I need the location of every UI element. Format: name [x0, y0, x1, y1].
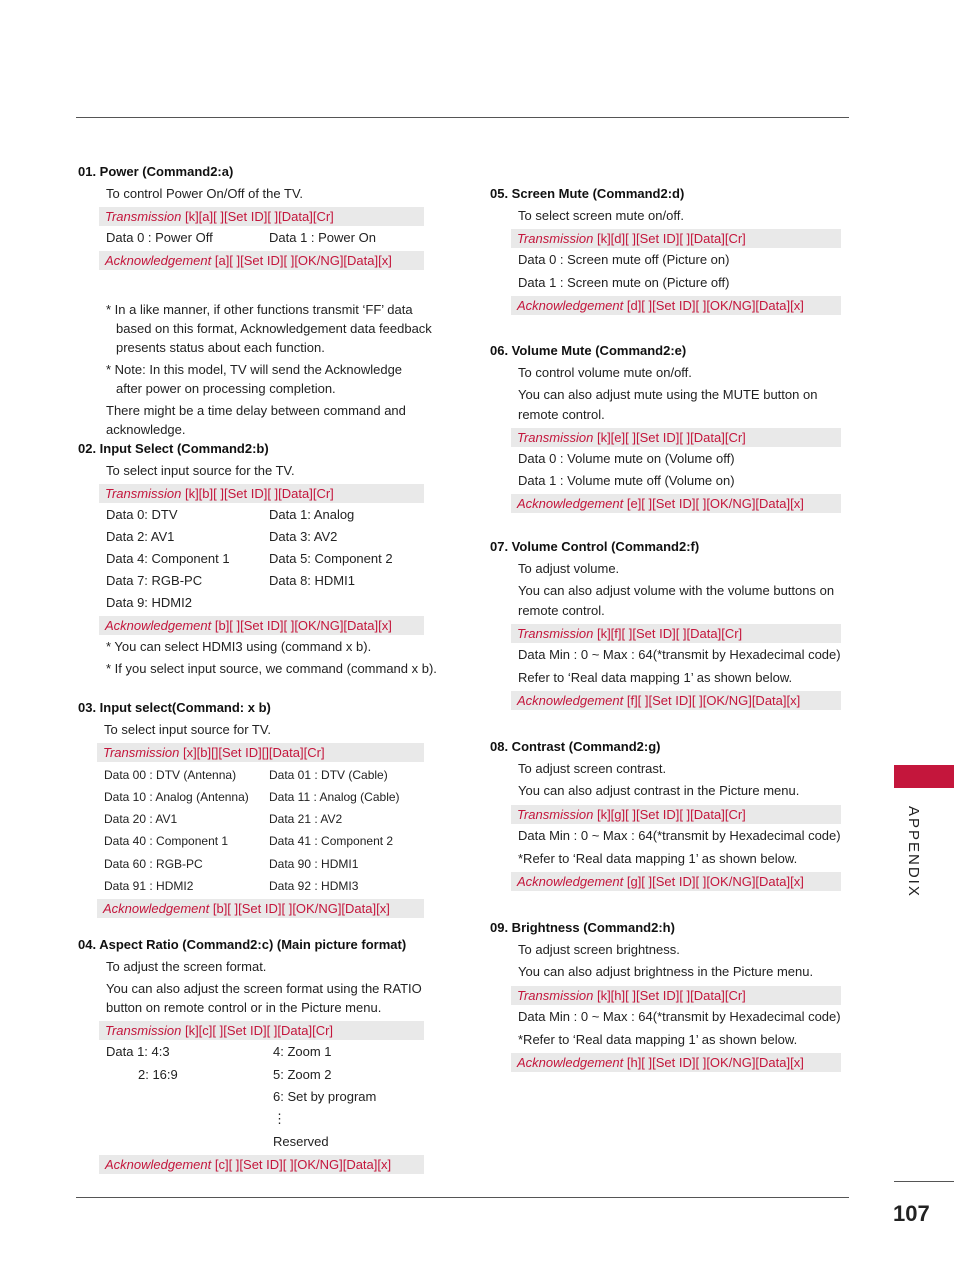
- section-heading: 04. Aspect Ratio (Command2:c) (Main picture format): [78, 937, 407, 952]
- section-heading: 01. Power (Command2:a): [78, 164, 234, 179]
- format-fields: [e][ ][Set ID][ ][OK/NG][Data][x]: [623, 496, 804, 511]
- data-value-right: Data 8: HDMI1: [269, 573, 355, 588]
- format-label: Acknowledgement: [103, 901, 210, 916]
- transmission-format: [511, 986, 841, 1005]
- data-value-left: Data 0 : Power Off: [106, 230, 213, 245]
- data-value-right: Data 1 : Power On: [269, 230, 376, 245]
- format-fields: [g][ ][Set ID][ ][OK/NG][Data][x]: [623, 874, 804, 889]
- data-value-right: 4: Zoom 1: [273, 1044, 332, 1059]
- section-heading: 06. Volume Mute (Command2:e): [490, 343, 687, 358]
- data-value-right: 5: Zoom 2: [273, 1067, 332, 1082]
- body-text: Data 0 : Screen mute off (Picture on): [518, 252, 730, 267]
- transmission-format: [99, 207, 424, 226]
- body-text: button on remote control or in the Picture menu.: [106, 1000, 382, 1015]
- section-heading: 05. Screen Mute (Command2:d): [490, 186, 685, 201]
- format-label: Acknowledgement: [105, 253, 212, 268]
- body-text: To adjust screen contrast.: [518, 761, 667, 776]
- format-label: Transmission: [517, 430, 594, 445]
- body-text: To adjust the screen format.: [106, 959, 267, 974]
- format-label: Acknowledgement: [105, 618, 212, 633]
- body-text: ⋮: [273, 1111, 286, 1126]
- data-value-left: Data 10 : Analog (Antenna): [104, 790, 249, 804]
- data-value-left: Data 00 : DTV (Antenna): [104, 768, 237, 782]
- body-text: after power on processing completion.: [116, 381, 336, 396]
- data-value-left: 2: 16:9: [138, 1067, 178, 1082]
- format-fields: [c][ ][Set ID][ ][OK/NG][Data][x]: [211, 1157, 392, 1172]
- data-value-left: Data 0: DTV: [106, 507, 178, 522]
- acknowledgement-format: [99, 616, 424, 635]
- body-text: To adjust screen brightness.: [518, 942, 680, 957]
- body-text: Reserved: [273, 1134, 329, 1149]
- data-value-right: Data 90 : HDMI1: [269, 857, 359, 871]
- format-label: Transmission: [105, 1023, 182, 1038]
- data-value-left: Data 91 : HDMI2: [104, 879, 194, 893]
- section-heading: 09. Brightness (Command2:h): [490, 920, 675, 935]
- format-fields: [d][ ][Set ID][ ][OK/NG][Data][x]: [623, 298, 804, 313]
- data-value-right: Data 21 : AV2: [269, 812, 343, 826]
- format-fields: [k][f][ ][Set ID][ ][Data][Cr]: [593, 626, 743, 641]
- page-number: 107: [893, 1201, 930, 1226]
- format-fields: [h][ ][Set ID][ ][OK/NG][Data][x]: [623, 1055, 804, 1070]
- format-fields: [k][a][ ][Set ID][ ][Data][Cr]: [181, 209, 334, 224]
- data-value-left: Data 2: AV1: [106, 529, 175, 544]
- body-text: acknowledge.: [106, 422, 186, 437]
- acknowledgement-format: [511, 296, 841, 315]
- data-value-right: Data 11 : Analog (Cable): [269, 790, 400, 804]
- format-label: Transmission: [105, 486, 182, 501]
- data-value-right: Data 41 : Component 2: [269, 834, 394, 848]
- appendix-tab-marker: [894, 765, 954, 788]
- format-label: Transmission: [517, 807, 594, 822]
- format-fields: [k][b][ ][Set ID][ ][Data][Cr]: [181, 486, 334, 501]
- body-text: Data Min : 0 ~ Max : 64(*transmit by Hexadecimal code): [518, 828, 841, 843]
- body-text: You can also adjust volume with the volume buttons on: [518, 583, 835, 598]
- format-label: Transmission: [103, 745, 180, 760]
- body-text: To control volume mute on/off.: [518, 365, 692, 380]
- body-text: You can also adjust brightness in the Picture menu.: [518, 964, 814, 979]
- transmission-format: [99, 1021, 424, 1040]
- format-label: Acknowledgement: [517, 1055, 624, 1070]
- body-text: * If you select input source, we command (command x b).: [106, 661, 437, 676]
- body-text: Data 9: HDMI2: [106, 595, 192, 610]
- data-value-left: Data 4: Component 1: [106, 551, 230, 566]
- body-text: Data 1 : Screen mute on (Picture off): [518, 275, 730, 290]
- data-value-right: Data 01 : DTV (Cable): [269, 768, 388, 782]
- data-value-left: Data 1: 4:3: [106, 1044, 170, 1059]
- data-value-right: Data 3: AV2: [269, 529, 338, 544]
- body-text: You can also adjust the screen format using the RATIO: [106, 981, 422, 996]
- format-label: Acknowledgement: [517, 496, 624, 511]
- format-fields: [f][ ][Set ID][ ][OK/NG][Data][x]: [623, 693, 801, 708]
- format-fields: [b][ ][Set ID][ ][OK/NG][Data][x]: [211, 618, 392, 633]
- section-heading: 03. Input select(Command: x b): [78, 700, 271, 715]
- format-label: Acknowledgement: [517, 693, 624, 708]
- bottom-rule: [76, 1197, 849, 1198]
- format-fields: [k][e][ ][Set ID][ ][Data][Cr]: [593, 430, 746, 445]
- body-text: To select screen mute on/off.: [518, 208, 684, 223]
- acknowledgement-format: [97, 899, 424, 918]
- format-label: Transmission: [517, 626, 594, 641]
- body-text: 6: Set by program: [273, 1089, 377, 1104]
- body-text: To select input source for the TV.: [106, 463, 295, 478]
- format-label: Transmission: [105, 209, 182, 224]
- body-text: You can also adjust contrast in the Picture menu.: [518, 783, 800, 798]
- body-text: remote control.: [518, 407, 605, 422]
- body-text: presents status about each function.: [116, 340, 325, 355]
- acknowledgement-format: [511, 872, 841, 891]
- format-fields: [k][c][ ][Set ID][ ][Data][Cr]: [181, 1023, 334, 1038]
- acknowledgement-format: [511, 494, 841, 513]
- acknowledgement-format: [511, 691, 841, 710]
- section-heading: 02. Input Select (Command2:b): [78, 441, 269, 456]
- data-value-left: Data 40 : Component 1: [104, 834, 229, 848]
- body-text: * Note: In this model, TV will send the Acknowledge: [106, 362, 403, 377]
- body-text: based on this format, Acknowledgement data feedback: [116, 321, 432, 336]
- body-text: *Refer to ‘Real data mapping 1’ as shown below.: [518, 1032, 798, 1047]
- format-label: Transmission: [517, 231, 594, 246]
- format-fields: [k][h][ ][Set ID][ ][Data][Cr]: [593, 988, 746, 1003]
- format-label: Acknowledgement: [517, 874, 624, 889]
- data-value-left: Data 7: RGB-PC: [106, 573, 203, 588]
- transmission-format: [99, 484, 424, 503]
- appendix-side-label: APPENDIX: [905, 806, 922, 898]
- body-text: Data 1 : Volume mute off (Volume on): [518, 473, 735, 488]
- body-text: Data 0 : Volume mute on (Volume off): [518, 451, 735, 466]
- body-text: * In a like manner, if other functions transmit ‘FF’ data: [106, 302, 413, 317]
- section-heading: 08. Contrast (Command2:g): [490, 739, 661, 754]
- page-number-rule: [894, 1181, 954, 1182]
- section-heading: 07. Volume Control (Command2:f): [490, 539, 700, 554]
- body-text: remote control.: [518, 603, 605, 618]
- transmission-format: [511, 428, 841, 447]
- transmission-format: [511, 805, 841, 824]
- format-fields: [k][g][ ][Set ID][ ][Data][Cr]: [593, 807, 746, 822]
- data-value-right: Data 92 : HDMI3: [269, 879, 359, 893]
- format-fields: [x][b][][Set ID][][Data][Cr]: [179, 745, 325, 760]
- body-text: To adjust volume.: [518, 561, 620, 576]
- body-text: * You can select HDMI3 using (command x b).: [106, 639, 372, 654]
- format-fields: [a][ ][Set ID][ ][OK/NG][Data][x]: [211, 253, 392, 268]
- body-text: Refer to ‘Real data mapping 1’ as shown below.: [518, 670, 793, 685]
- format-fields: [k][d][ ][Set ID][ ][Data][Cr]: [593, 231, 746, 246]
- format-fields: [b][ ][Set ID][ ][OK/NG][Data][x]: [209, 901, 390, 916]
- top-rule: [76, 117, 849, 118]
- acknowledgement-format: [99, 1155, 424, 1174]
- data-value-right: Data 1: Analog: [269, 507, 355, 522]
- data-value-left: Data 60 : RGB-PC: [104, 857, 203, 871]
- body-text: There might be a time delay between command and: [106, 403, 406, 418]
- acknowledgement-format: [511, 1053, 841, 1072]
- body-text: Data Min : 0 ~ Max : 64(*transmit by Hexadecimal code): [518, 647, 841, 662]
- body-text: You can also adjust mute using the MUTE button on: [518, 387, 818, 402]
- acknowledgement-format: [99, 251, 424, 270]
- data-value-left: Data 20 : AV1: [104, 812, 178, 826]
- transmission-format: [511, 624, 841, 643]
- data-value-right: Data 5: Component 2: [269, 551, 393, 566]
- transmission-format: [97, 743, 424, 762]
- body-text: *Refer to ‘Real data mapping 1’ as shown below.: [518, 851, 798, 866]
- body-text: Data Min : 0 ~ Max : 64(*transmit by Hexadecimal code): [518, 1009, 841, 1024]
- format-label: Acknowledgement: [105, 1157, 212, 1172]
- format-label: Acknowledgement: [517, 298, 624, 313]
- format-label: Transmission: [517, 988, 594, 1003]
- body-text: To select input source for TV.: [104, 722, 271, 737]
- body-text: To control Power On/Off of the TV.: [106, 186, 304, 201]
- transmission-format: [511, 229, 841, 248]
